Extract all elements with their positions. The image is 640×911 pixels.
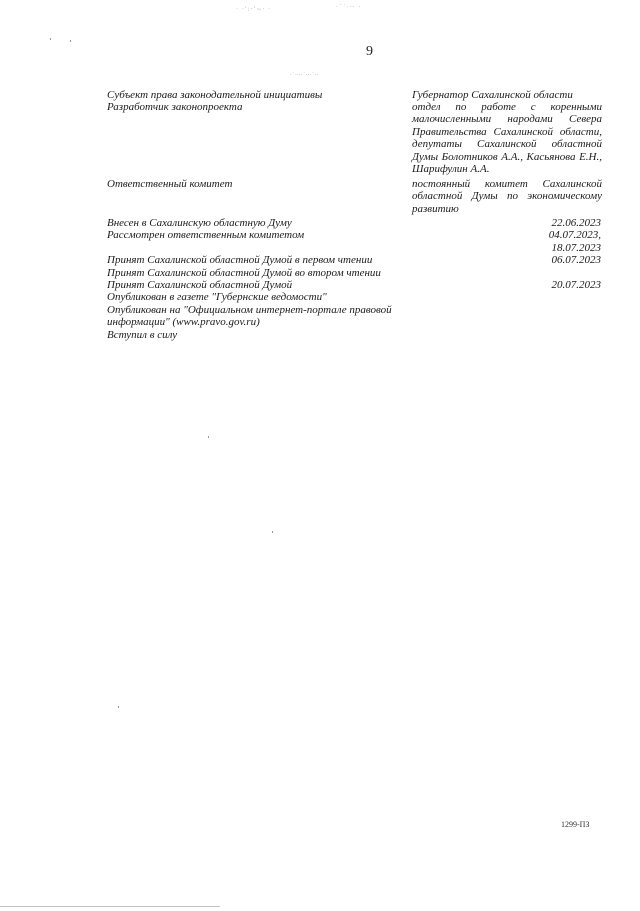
scan-speck xyxy=(118,706,119,708)
registration-stamp-mark: ·˙·ˑ··˙·ˑ·˙·ˑ xyxy=(290,72,319,79)
history-row-published-newspaper xyxy=(107,291,601,303)
history-label: Внесен в Сахалинскую областную Думу xyxy=(107,217,292,229)
history-label: Принят Сахалинской областной Думой в первом чтении xyxy=(107,254,373,267)
history-label: Принят Сахалинской областной Думой во втором чтении xyxy=(107,266,381,279)
field-value: постоянный комитет Сахалинской областной Думы по экономическому развитию xyxy=(412,178,602,215)
history-row-committee-review-second-date xyxy=(107,242,601,254)
history-date: 22.06.2023 xyxy=(551,217,601,229)
scan-speck xyxy=(208,436,209,438)
history-row-adopted xyxy=(107,279,601,291)
field-value: отдел по работе с коренными малочисленными народами Севера Правительства Сахалинской области, депутаты Сахалинской областной Думы Болотников А.А., Касьянова Е.Н., Шарифулин А.А. xyxy=(412,101,602,176)
scan-speck xyxy=(272,531,273,533)
history-date: 06.07.2023 xyxy=(551,254,601,267)
document-code: 1299-ПЗ xyxy=(561,820,590,829)
history-label: Принят Сахалинской областной Думой xyxy=(107,279,293,292)
history-date: 04.07.2023, xyxy=(548,229,601,242)
page-number: 9 xyxy=(366,44,373,59)
scan-bottom-edge xyxy=(0,906,220,907)
history-label: Вступил в силу xyxy=(107,328,178,341)
history-row-submitted xyxy=(107,217,601,229)
history-row-published-portal xyxy=(107,304,601,329)
legislative-history-list xyxy=(107,217,601,341)
history-label: Опубликован в газете "Губернские ведомости" xyxy=(107,291,327,304)
history-row-first-reading xyxy=(107,254,601,266)
history-label: Опубликован на "Официальном интернет-портале правовой информации" (www.pravo.gov.ru) xyxy=(107,303,392,329)
scan-artifact-top: · ·ʼ:·‛~· · xyxy=(236,6,272,13)
scan-speck xyxy=(50,38,51,40)
field-label: Субъект права законодательной инициативы xyxy=(107,89,323,101)
history-label: Рассмотрен ответственным комитетом xyxy=(107,229,305,242)
scan-artifact-top-right: ·´˙··ˑ · xyxy=(336,4,362,11)
field-label: Разработчик законопроекта xyxy=(107,101,243,113)
history-row-second-reading xyxy=(107,267,601,279)
field-value: Губернатор Сахалинской области xyxy=(412,89,573,101)
scan-speck xyxy=(70,40,71,42)
field-label: Ответственный комитет xyxy=(107,178,233,190)
history-date: 18.07.2023 xyxy=(551,241,601,254)
history-row-committee-review xyxy=(107,229,601,241)
history-date: 20.07.2023 xyxy=(551,279,601,292)
history-row-entered-into-force xyxy=(107,329,601,341)
